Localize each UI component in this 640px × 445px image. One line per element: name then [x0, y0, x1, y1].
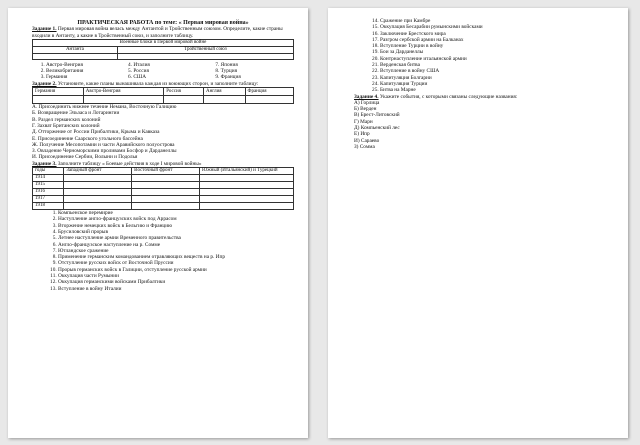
list-item: 21. Верденская битва: [380, 62, 614, 68]
list-item: Д. Отторжение от России Прибалтики, Крыма и Кавказа: [32, 129, 160, 136]
triple-alliance-header: Тройственный союз: [117, 46, 293, 53]
battles-table: [32, 167, 294, 210]
places-list: [354, 100, 614, 150]
list-item: 11. Оккупация части Румынии: [58, 273, 294, 279]
list-item: Е) Ипр: [354, 131, 370, 138]
list-item: З) Сомма: [354, 143, 375, 150]
list-item: 7. Ютландское сражение: [58, 248, 294, 254]
list-item: 25. Битва на Марне: [380, 87, 614, 93]
list-item: Г) Марн: [354, 118, 373, 125]
list-item: Е. Присоединение Саарского угольного бассейна: [32, 135, 143, 142]
events-list-continued: [354, 18, 614, 94]
countries-list: [32, 62, 294, 81]
list-item: 1. Компьенское перемирие: [58, 210, 294, 216]
list-item: Б) Верден: [354, 106, 377, 113]
list-item: 3. Вторжение немецких войск в Бельгию и Францию: [58, 223, 294, 229]
task1-text: Первая мировая война велась между Антантой и Тройственным союзом. Определите, какие страны входили в Антанту, а какие в Тройственный союз, и заполните таблицу.: [32, 26, 283, 39]
table-header: Англия: [204, 88, 246, 96]
task2-heading: Задание 2.: [32, 80, 57, 87]
list-item: 23. Капитуляция Болгарии: [380, 75, 614, 81]
list-item: 8. Турция: [221, 68, 294, 74]
table-header: Россия: [164, 88, 204, 96]
table-row: 1918: [33, 203, 294, 210]
list-item: 19. Бои за Дарданеллы: [380, 49, 614, 55]
list-item: В. Раздел германских колоний: [32, 116, 101, 123]
task2-text: Установите, какие планы вынашивала каждая из воюющих сторон, и заполните таблицу:: [56, 80, 259, 87]
list-item: 6. Англо-французское наступление на р. Сомме: [58, 242, 294, 248]
table-row: 1916: [33, 189, 294, 196]
list-item: 14. Сражение при Камбре: [380, 18, 614, 24]
list-item: 17. Разгром сербской армии на Балканах: [380, 37, 614, 43]
list-item: 5. Летнее наступление армии Временного правительства: [58, 235, 294, 241]
list-item: 5. Россия: [133, 68, 206, 74]
task1: [32, 26, 294, 39]
list-item: 18. Вступление Турции в войну: [380, 43, 614, 49]
list-item: 7. Япония: [221, 62, 294, 68]
list-item: 2. Великобритания: [46, 68, 119, 74]
events-list: [32, 210, 294, 292]
list-item: 2. Наступление англо-французских войск под Аррасом: [58, 216, 294, 222]
list-item: 24. Капитуляция Турции: [380, 81, 614, 87]
list-item: И) Сараево: [354, 137, 380, 144]
list-item: 15. Оккупация Бесарабии румынскими войсками: [380, 24, 614, 30]
list-item: Г. Захват Британских колоний: [32, 122, 100, 129]
list-item: 3. Германия: [46, 74, 119, 80]
blocs-table: [32, 39, 294, 60]
list-item: 10. Прорыв германских войск в Галиции, отступление русской армии: [58, 267, 294, 273]
blocs-table-caption: Военные блоки в Первой мировой войне: [33, 39, 294, 46]
list-item: Б. Возвращение Эльзаса и Лотарингии: [32, 110, 120, 117]
page-right: [328, 8, 628, 438]
list-item: Ж. Получение Месопотамии и части Аравийского полуострова: [32, 141, 175, 148]
table-header: Германия: [33, 88, 84, 96]
entente-header: Антанта: [33, 46, 118, 53]
table-header: Восточный фронт: [132, 168, 200, 175]
list-item: 4. Брусиловский прорыв: [58, 229, 294, 235]
task4-heading: Задание 4.: [354, 93, 379, 100]
list-item: 22. Вступление в войну США: [380, 68, 614, 74]
list-item: В) Брест-Литовский: [354, 112, 400, 119]
list-item: 6. США: [133, 74, 206, 80]
task3-heading: Задание 3.: [32, 160, 57, 167]
list-item: И. Присоединение Сербии, Волыни и Подолья: [32, 154, 138, 161]
table-row: 1917: [33, 196, 294, 203]
table-header: Южный (Итальянский) и Турецкий: [200, 168, 294, 175]
page-title: ПРАКТИЧЕСКАЯ РАБОТА по теме: « Первая мировая война»: [77, 20, 249, 26]
task4-text: Укажите события, с которыми связаны следующие названия:: [378, 93, 518, 100]
task2: [32, 81, 294, 87]
list-item: 13. Вступление в войну Италии: [58, 286, 294, 292]
table-row: 1914: [33, 175, 294, 182]
list-item: Д) Компьенский лес: [354, 125, 400, 132]
list-item: 8. Применение германским командованием отравляющих веществ на р. Ипр: [58, 254, 294, 260]
list-item: 1. Австро-Венгрия: [46, 62, 119, 68]
list-item: А. Присоединить нижнее течение Немана, Восточную Галицию: [32, 104, 177, 111]
table-header: Франция: [245, 88, 293, 96]
plans-list: [32, 104, 294, 161]
list-item: 9. Франция: [221, 74, 294, 80]
plans-table: [32, 87, 294, 104]
list-item: З. Овладение Черноморскими проливами Босфор и Дарданеллы: [32, 148, 177, 155]
list-item: 20. Контрнаступление итальянской армии: [380, 56, 614, 62]
table-header: Австро-Венгрия: [83, 88, 163, 96]
table-row: 1915: [33, 182, 294, 189]
table-header: годы: [33, 168, 64, 175]
task3-text: Заполните таблицу « Боевые действия в ходе I мировой войны»: [56, 160, 202, 167]
page-left: [8, 8, 308, 438]
list-item: 12. Оккупация германскими войсками Прибалтики: [58, 279, 294, 285]
list-item: 16. Заключение Брестского мира: [380, 31, 614, 37]
list-item: А) Горлица: [354, 99, 380, 106]
list-item: 4. Италия: [133, 62, 206, 68]
task1-heading: Задание 1.: [32, 26, 57, 33]
table-header: Западный фронт: [64, 168, 132, 175]
list-item: 9. Отступление русских войск от Восточной Пруссии: [58, 260, 294, 266]
